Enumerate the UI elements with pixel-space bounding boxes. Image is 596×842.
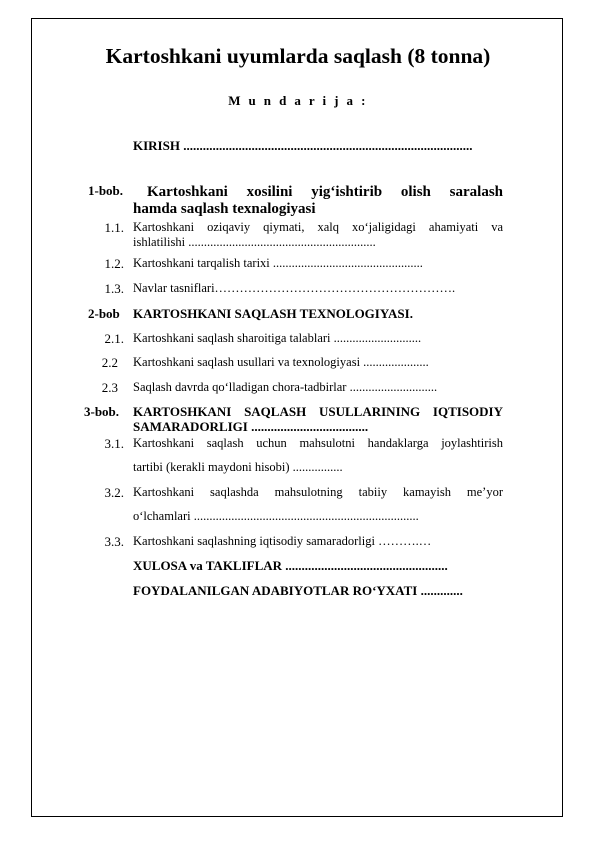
chapter-3-number: 3-bob. [84,404,120,419]
section-1-1-line2: ishlatilishi ............................................................ [133,235,376,249]
chapter-1-title-line2: hamda saqlash texnalogiyasi [133,201,316,217]
section-3-1-line1: Kartoshkani saqlash uchun mahsulotni handaklarga joylashtirish [133,436,503,450]
chapter-2-title: KARTOSHKANI SAQLASH TEXNOLOGIYASI. [133,306,413,321]
section-2-2-number: 2.2 [101,355,118,370]
section-1-3-entry: Navlar tasniflari…………………………………………………. [133,281,456,295]
toc-entry-xulosa: XULOSA va TAKLIFLAR .................................................. [133,558,448,573]
section-1-1-number: 1.1. [104,220,124,235]
section-2-3-number: 2.3 [101,380,118,395]
section-1-3-number: 1.3. [104,281,124,296]
chapter-3-title-line1: KARTOSHKANI SAQLASH USULLARINING IQTISODIY [133,404,503,419]
toc-entry-kirish: KIRISH ......................................................................................... [133,138,473,153]
section-2-1-entry: Kartoshkani saqlash sharoitiga talablari ............................ [133,331,422,345]
section-2-1-number: 2.1. [104,331,124,346]
section-1-2-number: 1.2. [104,256,124,271]
section-1-2-entry: Kartoshkani tarqalish tarixi ................................................ [133,256,423,270]
section-3-3-entry: Kartoshkani saqlashning iqtisodiy samaradorligi ……….… [133,534,432,548]
toc-entry-bibliography: FOYDALANILGAN ADABIYOTLAR RO‘YXATI ............. [133,583,463,598]
chapter-1-number: 1-bob. [88,183,124,198]
section-3-2-number: 3.2. [104,485,124,500]
section-3-1-line2: tartibi (kerakli maydoni hisobi) ................ [133,460,343,474]
section-1-1-line1: Kartoshkani oziqaviy qiymati, xalq xo‘jaligidagi ahamiyati va [133,220,503,234]
chapter-1-title-line1: Kartoshkani xosilini yig‘ishtirib olish saralash [147,184,503,200]
section-3-2-line2: o‘lchamlari ........................................................................ [133,509,419,523]
section-3-2-line1: Kartoshkani saqlashda mahsulotning tabiiy kamayish me’yor [133,485,503,499]
toc-heading: M u n d a r i j a : [228,93,368,108]
chapter-3-title-line2: SAMARADORLIGI .................................... [133,419,369,434]
chapter-2-number: 2-bob [88,306,120,321]
document-title: Kartoshkani uyumlarda saqlash (8 tonna) [105,44,491,68]
section-2-2-entry: Kartoshkani saqlash usullari va texnologiyasi ..................... [133,355,429,369]
section-2-3-entry: Saqlash davrda qo‘lladigan chora-tadbirlar ............................ [133,380,438,394]
section-3-3-number: 3.3. [104,534,124,549]
section-3-1-number: 3.1. [104,436,124,451]
